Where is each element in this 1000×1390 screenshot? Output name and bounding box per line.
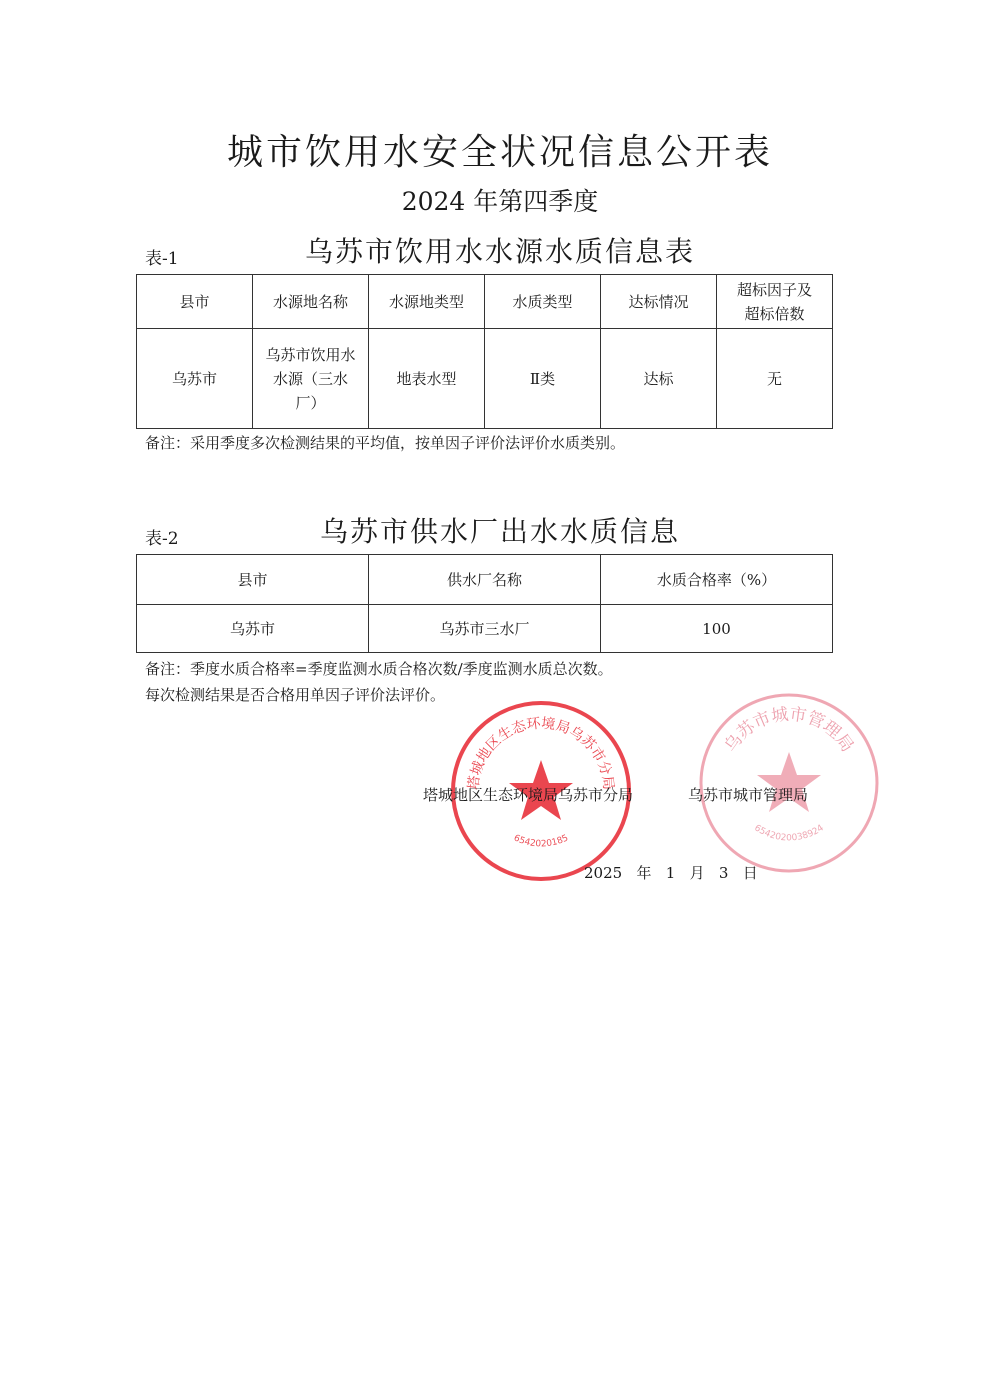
table-row xyxy=(137,605,833,653)
seal2-number: 6542020038924 xyxy=(752,823,826,844)
header-cell: 供水厂名称 xyxy=(369,555,601,605)
water-plant-table xyxy=(136,554,833,653)
table-cell: Ⅱ类 xyxy=(485,329,601,429)
table2-heading: 乌苏市供水厂出水水质信息 xyxy=(319,515,680,548)
header-cell: 达标情况 xyxy=(601,275,717,329)
page-subtitle: 2024 年第四季度 xyxy=(401,187,599,216)
svg-text:乌苏市城市管理局 xyxy=(721,705,857,756)
header-cell: 超标因子及超标倍数 xyxy=(717,275,833,329)
table1-note: 备注：采用季度多次检测结果的平均值，按单因子评价法评价水质类别。 xyxy=(145,434,626,452)
table2-note-1: 备注：季度水质合格率=季度监测水质合格次数/季度监测水质总次数。 xyxy=(145,660,613,678)
table1-heading: 乌苏市饮用水水源水质信息表 xyxy=(304,235,695,268)
table-cell: 乌苏市 xyxy=(137,605,369,653)
table2-label: 表-2 xyxy=(145,529,179,549)
svg-text:6542020185 xyxy=(512,833,570,849)
table-cell: 乌苏市三水厂 xyxy=(369,605,601,653)
page-title: 城市饮用水安全状况信息公开表 xyxy=(226,132,773,173)
water-source-table xyxy=(136,274,833,429)
table-cell: 乌苏市 xyxy=(137,329,253,429)
signature-org-1: 塔城地区生态环境局乌苏市分局 xyxy=(423,786,634,804)
table-row xyxy=(137,329,833,429)
table-header-row xyxy=(137,555,833,605)
signature-org-2: 乌苏市城市管理局 xyxy=(688,786,809,804)
table-cell: 无 xyxy=(717,329,833,429)
header-cell: 水源地类型 xyxy=(369,275,485,329)
table-cell: 乌苏市饮用水水源（三水厂） xyxy=(253,329,369,429)
seal2-text: 乌苏市城市管理局 xyxy=(720,704,858,756)
seal1-text: 塔城地区生态环境局乌苏市分局 xyxy=(465,715,617,791)
table-cell: 达标 xyxy=(601,329,717,429)
header-cell: 县市 xyxy=(137,555,369,605)
table-cell: 地表水型 xyxy=(369,329,485,429)
header-cell: 县市 xyxy=(137,275,253,329)
header-cell: 水质类型 xyxy=(485,275,601,329)
table-header-row xyxy=(137,275,833,329)
table-cell: 100 xyxy=(601,605,833,653)
signature-date: 2025 年 1 月 3 日 xyxy=(584,864,758,882)
header-cell: 水源地名称 xyxy=(253,275,369,329)
seal1-number: 6542020185 xyxy=(511,833,571,850)
table1-label: 表-1 xyxy=(145,249,179,269)
svg-text:6542020038924 xyxy=(752,823,826,843)
official-seal-city-management xyxy=(694,688,884,878)
table2-note-2: 每次检测结果是否合格用单因子评价法评价。 xyxy=(145,686,446,704)
header-cell: 水质合格率（%） xyxy=(601,555,833,605)
